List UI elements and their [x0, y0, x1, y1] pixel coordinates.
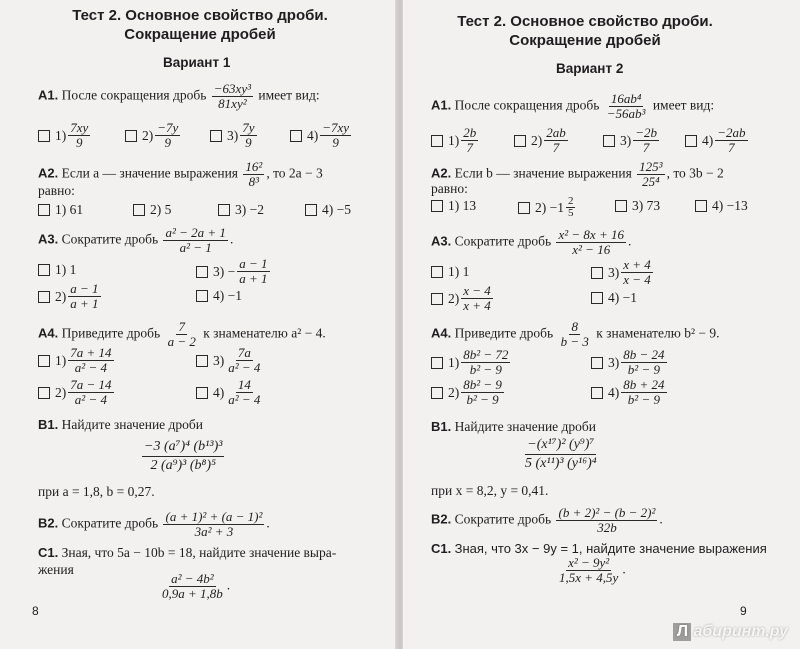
checkbox[interactable]	[591, 387, 603, 399]
checkbox[interactable]	[431, 200, 443, 212]
question-b2: В2. Сократите дробь $\frac{\text{(a + 1)² + (a − 1)²}}{\text{3a² + 3}}$ .	[38, 509, 270, 539]
answer-option[interactable]: 3) $\frac{8b - 24}{\text{b² − 9}}$	[591, 348, 669, 377]
checkbox[interactable]	[38, 130, 50, 142]
question-b1: В1. Найдите значение дроби	[431, 419, 597, 434]
answer-option[interactable]: 4) −1	[591, 290, 637, 306]
answer-option[interactable]: 1) $\frac{7a + 14}{\text{a² − 4}}$	[38, 346, 116, 375]
question-a4: А4. Приведите дробь $\frac{7}{a - 2}$ к знаменателю a² − 4.	[38, 319, 326, 349]
checkbox[interactable]	[196, 387, 208, 399]
answer-option[interactable]: 3) − $\frac{a - 1}{a + 1}$	[196, 257, 272, 286]
checkbox[interactable]	[218, 204, 230, 216]
checkbox[interactable]	[196, 290, 208, 302]
checkbox[interactable]	[38, 291, 50, 303]
question-a3: А3. Сократите дробь $\frac{\text{a² − 2a + 1}}{\text{a² − 1}}$ .	[38, 225, 234, 255]
question-a1: А1. После сокращения дробь $\frac{\text{−63xy³}}{\text{81xy²}}$ имеет вид:	[38, 81, 320, 111]
answer-option[interactable]: 3) $\frac{-2b}{7}$	[603, 126, 661, 155]
answer-option[interactable]: 3) $\frac{7y}{9}$	[210, 121, 259, 150]
checkbox[interactable]	[591, 267, 603, 279]
question-c1: С1. Зная, что 3x − 9y = 1, найдите значение выражения	[431, 541, 767, 556]
checkbox[interactable]	[615, 200, 627, 212]
page-number: 8	[32, 604, 39, 618]
answer-option[interactable]: 2) $\frac{a - 1}{a + 1}$	[38, 282, 103, 311]
answer-option[interactable]: 1) $\frac{7xy}{9}$	[38, 121, 92, 150]
answer-option[interactable]: 2) $\frac{x - 4}{x + 4}$	[431, 284, 495, 313]
fraction: $\frac{\text{−63xy³}}{\text{81xy²}}$	[213, 81, 251, 111]
answer-option[interactable]: 4) $\frac{-7xy}{9}$	[290, 121, 353, 150]
question-a4: А4. Приведите дробь $\frac{8}{b - 3}$ к знаменателю b² − 9.	[431, 319, 720, 349]
question-a2-line2: равно:	[38, 183, 75, 198]
answer-option[interactable]: 4) $\frac{14}{\text{a² − 4}}$	[196, 378, 264, 407]
checkbox[interactable]	[196, 355, 208, 367]
checkbox[interactable]	[38, 387, 50, 399]
answer-option[interactable]: 1) 1	[38, 262, 76, 278]
question-b1: В1. Найдите значение дроби	[38, 417, 204, 432]
page-title: Тест 2. Основное свойство дроби. Сокращение дробей	[72, 7, 328, 43]
condition: при a = 1,8, b = 0,27.	[38, 484, 155, 499]
page-title: Тест 2. Основное свойство дроби. Сокращение дробей	[457, 13, 713, 49]
expression: $\frac{\text{x² − 9y²}}{1,5x + 4,5y}$ .	[559, 555, 626, 585]
checkbox[interactable]	[518, 202, 530, 214]
watermark-logo: Л абиринт.ру	[673, 623, 788, 641]
question-a3: А3. Сократите дробь $\frac{\text{x² − 8x + 16}}{\text{x² − 16}}$ .	[431, 227, 632, 257]
checkbox[interactable]	[38, 264, 50, 276]
left-page	[0, 0, 397, 649]
answer-option[interactable]: 2) 5	[133, 202, 171, 218]
checkbox[interactable]	[695, 200, 707, 212]
answer-option[interactable]: 3) $\frac{7a}{\text{a² − 4}}$	[196, 346, 264, 375]
answer-option[interactable]: 3) $\frac{x + 4}{x - 4}$	[591, 258, 655, 287]
answer-option[interactable]: 4) −5	[305, 202, 351, 218]
answer-option[interactable]: 4) $\frac{-2ab}{7}$	[685, 126, 750, 155]
answer-option[interactable]: 4) $\frac{8b + 24}{\text{b² − 9}}$	[591, 378, 669, 407]
variant-heading: Вариант 2	[556, 61, 624, 76]
expression: $\frac{\text{−3 (a⁷)⁴ (b¹³)³}}{\text{2 (a⁹)³ (b⁸)⁵}}$	[144, 439, 223, 473]
answer-option[interactable]: 4) −1	[196, 288, 242, 304]
question-b2: В2. Сократите дробь $\frac{\text{(b + 2)² − (b − 2)²}}{32b}$ .	[431, 505, 663, 535]
question-a2: А2. Если b — значение выражения $\frac{\text{125³}}{\text{25⁴}}$ , то 3b − 2	[431, 159, 724, 189]
page-number: 9	[740, 604, 747, 618]
answer-option[interactable]: 2) $\frac{\text{8b² − 9}}{\text{b² − 9}}$	[431, 378, 506, 407]
checkbox[interactable]	[431, 135, 443, 147]
checkbox[interactable]	[196, 266, 208, 278]
expression: $\frac{\text{−(x¹⁷)² (y⁹)⁷}}{\text{5 (x¹¹)³ (y¹⁶)⁴}}$	[525, 437, 597, 471]
question-c1: С1. Зная, что 5a − 10b = 18, найдите значение выра-	[38, 545, 337, 560]
answer-option[interactable]: 3) −2	[218, 202, 264, 218]
checkbox[interactable]	[591, 292, 603, 304]
checkbox[interactable]	[38, 355, 50, 367]
checkbox[interactable]	[431, 387, 443, 399]
checkbox[interactable]	[685, 135, 697, 147]
question-a2-line2: равно:	[431, 181, 468, 196]
answer-option[interactable]: 1) $\frac{2b}{7}$	[431, 126, 480, 155]
checkbox[interactable]	[210, 130, 222, 142]
condition: при x = 8,2, y = 0,41.	[431, 483, 549, 498]
checkbox[interactable]	[431, 266, 443, 278]
checkbox[interactable]	[290, 130, 302, 142]
checkbox[interactable]	[125, 130, 137, 142]
answer-option[interactable]: 2) −1 $\frac{2}{5}$	[518, 196, 577, 219]
checkbox[interactable]	[133, 204, 145, 216]
question-a2: А2. Если a — значение выражения $\frac{\text{16²}}{\text{8³}}$ , то 2a − 3	[38, 159, 323, 189]
checkbox[interactable]	[514, 135, 526, 147]
checkbox[interactable]	[603, 135, 615, 147]
answer-option[interactable]: 1) $\frac{\text{8b² − 72}}{\text{b² − 9}}$	[431, 348, 512, 377]
question-a1: А1. После сокращения дробь $\frac{\text{16ab⁴}}{\text{−56ab³}}$ имеет вид:	[431, 91, 715, 121]
checkbox[interactable]	[431, 357, 443, 369]
expression: $\frac{\text{a² − 4b²}}{0,9a + 1,8b}$ .	[162, 571, 231, 601]
answer-option[interactable]: 1) 13	[431, 198, 476, 214]
checkbox[interactable]	[591, 357, 603, 369]
answer-option[interactable]: 3) 73	[615, 198, 660, 214]
checkbox[interactable]	[305, 204, 317, 216]
answer-option[interactable]: 1) 61	[38, 202, 83, 218]
question-c1-line2: жения	[38, 562, 74, 577]
answer-option[interactable]: 2) $\frac{7a - 14}{\text{a² − 4}}$	[38, 378, 116, 407]
right-page	[403, 0, 800, 649]
variant-heading: Вариант 1	[163, 55, 231, 70]
answer-option[interactable]: 2) $\frac{2ab}{7}$	[514, 126, 570, 155]
checkbox[interactable]	[38, 204, 50, 216]
checkbox[interactable]	[431, 293, 443, 305]
answer-option[interactable]: 1) 1	[431, 264, 469, 280]
answer-option[interactable]: 4) −13	[695, 198, 748, 214]
answer-option[interactable]: 2) $\frac{-7y}{9}$	[125, 121, 182, 150]
